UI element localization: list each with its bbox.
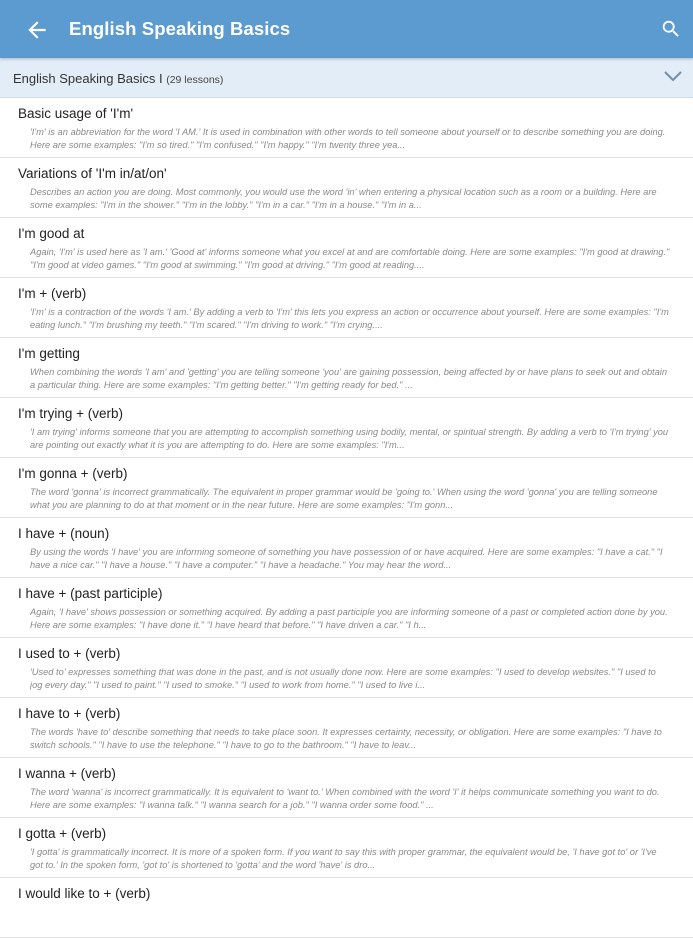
lesson-description: Describes an action you are doing. Most commonly, you would use the word 'in' when entering a physical location such as a room or a building. Here are some examples: "I'm in the shower." "I'm in the lobby." "I'm in a car." "I'm in a house." "I'm in a... bbox=[30, 187, 657, 210]
lesson-title: I'm good at bbox=[18, 226, 85, 241]
list-item[interactable] bbox=[0, 518, 693, 578]
lesson-description: The words 'have to' describe something that needs to take place soon. It expresses certainty, necessity, or obligation. Here are some examples: "I have to switch schools." "I have to use the telephone." "I have to go to the bathroom." "I have to leav... bbox=[30, 727, 662, 750]
lesson-description: Again, 'I'm' is used here as 'I am.' 'Good at' informs someone what you excel at and are comfortable doing. Here are some examples: "I'm good at drawing." "I'm good at video games." "I'm good at swimming." "I'm good at driving." "I'm good at reading.... bbox=[30, 247, 670, 270]
lesson-title: I gotta + (verb) bbox=[18, 826, 107, 841]
lesson-description bbox=[30, 906, 670, 931]
search-icon[interactable] bbox=[660, 18, 682, 40]
lesson-title: I wanna + (verb) bbox=[18, 766, 116, 781]
lesson-title: I have + (noun) bbox=[18, 526, 110, 541]
list-item[interactable] bbox=[0, 638, 693, 698]
lesson-title: I'm trying + (verb) bbox=[18, 406, 123, 421]
section-title-text: English Speaking Basics I bbox=[13, 71, 163, 86]
list-item[interactable] bbox=[0, 698, 693, 758]
lesson-description: The word 'wanna' is incorrect grammatically. It is equivalent to 'want to.' When combined with the word 'I' it helps communicate something you want to do. Here are some examples: "I wanna talk." "I wanna search for a job." "I wanna order some food." ... bbox=[30, 787, 660, 810]
section-title bbox=[13, 71, 223, 86]
lesson-title: I'm + (verb) bbox=[18, 286, 87, 301]
lesson-title: I have + (past participle) bbox=[18, 586, 163, 601]
lesson-title: I'm getting bbox=[18, 346, 80, 361]
list-item[interactable] bbox=[0, 758, 693, 818]
lesson-description: 'Used to' expresses something that was done in the past, and is not usually done now. Here are some examples: "I used to develop websites." "I used to jog every day." "I used to paint." "I used to smoke." "I used to work from home." "I used to live i... bbox=[30, 667, 656, 690]
list-item[interactable] bbox=[0, 278, 693, 338]
lesson-description: 'I'm' is a contraction of the words 'I am.' By adding a verb to 'I'm' this lets you express an action or occurrence about yourself. Here are some examples: "I'm eating lunch." "I'm brushing my teeth." "I'm scared." "I'm driving to work." "I'm crying.... bbox=[30, 307, 669, 330]
lesson-count: (29 lessons) bbox=[166, 74, 224, 86]
list-item[interactable] bbox=[0, 338, 693, 398]
chevron-down-icon[interactable] bbox=[664, 69, 682, 83]
lesson-title: I have to + (verb) bbox=[18, 706, 121, 721]
list-item[interactable] bbox=[0, 818, 693, 878]
list-item[interactable] bbox=[0, 878, 693, 938]
lesson-title: I'm gonna + (verb) bbox=[18, 466, 128, 481]
lesson-description: 'I gotta' is grammatically incorrect. It is more of a spoken form. If you want to say this with proper grammar, the equivalent would be, 'I have got to' or 'I've got to.' In the spoken form, 'got to' is shortened to 'gotta' and the word 'have' is dro... bbox=[30, 847, 657, 870]
list-item[interactable] bbox=[0, 578, 693, 638]
lesson-title: Basic usage of 'I'm' bbox=[18, 106, 134, 121]
lesson-description: 'I am trying' informs someone that you are attempting to accomplish something using bodily, mental, or spiritual strength. By adding a verb to 'I'm trying' you are pointing out exactly what it is you are attempting to do. Here are some examples: "I'm... bbox=[30, 427, 669, 450]
lesson-description: Again, 'I have' shows possession or something acquired. By adding a past participle you are informing someone of a past or completed action done by you. Here are some examples: "I have done it." "I have heard that before." "I have driven a car." "I h... bbox=[30, 607, 668, 630]
list-item[interactable] bbox=[0, 398, 693, 458]
lesson-description: By using the words 'I have' you are informing someone of something you have possession of or have acquired. Here are some examples: "I have a cat." "I have a nice car." "I have a house." "I have a computer." "I have a headache." You may hear the word... bbox=[30, 547, 663, 570]
lesson-title: I used to + (verb) bbox=[18, 646, 121, 661]
lesson-title: Variations of 'I'm in/at/on' bbox=[18, 166, 167, 181]
list-item[interactable] bbox=[0, 158, 693, 218]
app-bar bbox=[0, 0, 693, 58]
list-item[interactable] bbox=[0, 98, 693, 158]
page-title: English Speaking Basics bbox=[69, 18, 291, 39]
section-header[interactable] bbox=[0, 58, 693, 98]
list-item[interactable] bbox=[0, 218, 693, 278]
list-item[interactable] bbox=[0, 458, 693, 518]
lesson-description: 'I'm' is an abbreviation for the word 'I AM.' It is used in combination with other words to tell someone about yourself or to describe something you are doing. Here are some examples: "I'm so tired." "I'm confused." "I'm happy." "I'm twenty three yea... bbox=[30, 127, 666, 150]
arrow-left-icon[interactable] bbox=[24, 17, 50, 43]
lesson-list bbox=[0, 98, 693, 938]
lesson-description: When combining the words 'I am' and 'getting' you are telling someone 'you' are gaining possession, being affected by or have plans to seek out and obtain a particular thing. Here are some examples: "I'm getting better." "I'm getting ready for bed." ... bbox=[30, 367, 668, 390]
lesson-title: I would like to + (verb) bbox=[18, 886, 151, 901]
lesson-description: The word 'gonna' is incorrect grammatically. The equivalent in proper grammar would be 'going to.' When using the word 'gonna' you are telling someone what you are planning to do at that moment or in the near future. Here are some examples: "I'm gonn... bbox=[30, 487, 658, 510]
